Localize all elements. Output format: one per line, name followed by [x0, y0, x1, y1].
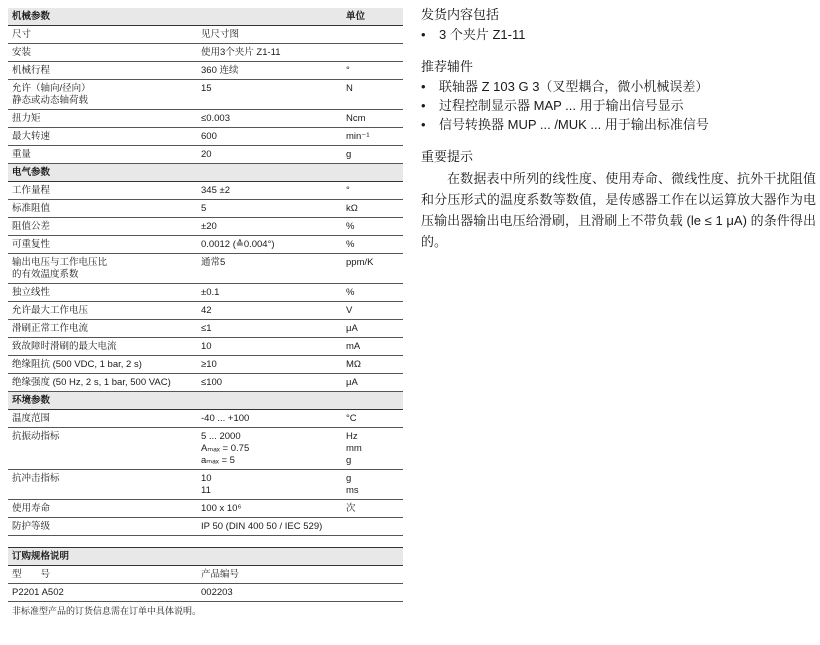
spec-label-line: 安装 [12, 47, 32, 58]
spec-row [8, 470, 403, 500]
spec-unit-line: V [346, 305, 353, 316]
spec-value [201, 431, 346, 467]
spec-label-line: 输出电压与工作电压比 [12, 257, 108, 268]
section-title: 机械参数 [12, 11, 51, 22]
spec-value-line: 见尺寸图 [201, 29, 240, 40]
spec-row [8, 110, 403, 128]
spec-label-line: 的有效温度系数 [12, 269, 79, 280]
spec-value [201, 257, 346, 269]
spec-value-line: Aₘₐₓ = 0.75 [201, 443, 250, 454]
bullet-text: 联轴器 Z 103 G 3（叉型耦合，微小机械误差） [439, 79, 709, 94]
spec-unit-line: min⁻¹ [346, 131, 370, 142]
bullet-item [421, 77, 816, 96]
spec-row [8, 44, 403, 62]
spec-unit-line: μA [346, 323, 358, 334]
spec-unit [346, 185, 403, 197]
spec-unit-line: % [346, 287, 355, 298]
spec-value [201, 359, 346, 371]
spec-value-line: -40 ... +100 [201, 413, 250, 424]
important-title: 重要提示 [421, 149, 474, 164]
spec-unit-line: g [346, 473, 352, 484]
spec-unit [346, 221, 403, 233]
spec-unit [346, 341, 403, 353]
spec-value [201, 413, 346, 425]
spec-row [8, 182, 403, 200]
spec-value-line: 通常5 [201, 257, 226, 268]
delivery-title: 发货内容包括 [421, 7, 500, 22]
order-model: P2201 A502 [12, 587, 64, 598]
spec-value-line: ≤0.003 [201, 113, 230, 124]
spec-value-line: 0.0012 (≙0.004°) [201, 239, 275, 250]
spec-unit [346, 305, 403, 317]
spec-label-line: 阻值公差 [12, 221, 51, 232]
bullet-item [421, 96, 816, 115]
spec-label-line: 致故障时滑刷的最大电流 [12, 341, 117, 352]
order-col-code: 产品编号 [201, 569, 240, 580]
spec-row [8, 320, 403, 338]
spec-label-line: 机械行程 [12, 65, 51, 76]
spec-label-line: 重量 [12, 149, 32, 160]
bullet-item [421, 115, 816, 134]
table-gap [8, 536, 403, 547]
spec-unit-line: mA [346, 341, 361, 352]
spec-unit [346, 359, 403, 371]
spec-label-line: 温度范围 [12, 413, 51, 424]
spec-unit-line: °C [346, 413, 357, 424]
spec-label [8, 149, 201, 161]
spec-value-line: 10 [201, 341, 212, 352]
spec-label [8, 239, 201, 251]
spec-label-line: 标准阻值 [12, 203, 51, 214]
spec-value [201, 83, 346, 95]
spec-row [8, 128, 403, 146]
spec-value [201, 113, 346, 125]
spec-unit [346, 113, 403, 125]
spec-label [8, 413, 201, 425]
spec-value [201, 131, 346, 143]
spec-label-line: 允许最大工作电压 [12, 305, 89, 316]
bullet-dot: • [421, 98, 426, 113]
spec-value-line: 42 [201, 305, 212, 316]
spec-unit [346, 413, 403, 425]
spec-value [201, 47, 346, 59]
section-header [8, 392, 403, 410]
spec-label [8, 29, 201, 41]
spec-unit-line: ms [346, 485, 359, 496]
spec-row [8, 254, 403, 284]
spec-unit-line: mm [346, 443, 362, 454]
spec-label [8, 377, 201, 389]
order-col-model: 型 号 [12, 569, 51, 580]
spec-row [8, 500, 403, 518]
order-row [8, 584, 403, 602]
bullet-text: 过程控制显示器 MAP ... 用于输出信号显示 [439, 98, 684, 113]
spec-unit [346, 287, 403, 299]
spec-value [201, 341, 346, 353]
spec-label [8, 83, 201, 107]
spec-label [8, 341, 201, 353]
spec-unit-line: g [346, 455, 352, 466]
spec-label [8, 359, 201, 371]
spec-unit-line: μA [346, 377, 358, 388]
spec-value [201, 287, 346, 299]
spec-label-line: 使用寿命 [12, 503, 51, 514]
spec-label [8, 503, 201, 515]
bullet-text: 信号转换器 MUP ... /MUK ... 用于输出标准信号 [439, 117, 709, 132]
spec-label-line: 抗冲击指标 [12, 473, 60, 484]
important-text: 在数据表中所列的线性度、使用寿命、微线性度、抗外干扰阻值和分压形式的温度系数等数值，是传感器工作在以运算放大器作为电压输出器输出电压给滑刷，且滑刷上不带负载 (le ≤ 1 μA) 的条件得出的。 [421, 171, 816, 249]
spec-value-line: 5 [201, 203, 207, 214]
spec-value-line: ≥10 [201, 359, 217, 370]
spec-value-line: ±0.1 [201, 287, 220, 298]
spec-label-line: 扭力矩 [12, 113, 41, 124]
order-note: 非标准型产品的订货信息需在订单中具体说明。 [12, 606, 202, 616]
spec-label-line: 最大转速 [12, 131, 51, 142]
spec-label-line: 绝缘强度 (50 Hz, 2 s, 1 bar, 500 VAC) [12, 377, 171, 388]
spec-row [8, 62, 403, 80]
spec-value [201, 305, 346, 317]
spec-row [8, 338, 403, 356]
spec-value-line: 5 ... 2000 [201, 431, 241, 442]
spec-row [8, 284, 403, 302]
spec-label [8, 323, 201, 335]
spec-unit-line: kΩ [346, 203, 358, 214]
spec-value [201, 185, 346, 197]
spec-unit-line: % [346, 239, 355, 250]
spec-value [201, 377, 346, 389]
section-title: 电气参数 [12, 167, 51, 178]
order-columns [8, 566, 403, 584]
spec-row [8, 236, 403, 254]
spec-value-line: aₘₐₓ = 5 [201, 455, 235, 466]
spec-value-line: 使用3个夹片 Z1-11 [201, 47, 281, 58]
spec-label-line: 可重复性 [12, 239, 51, 250]
spec-unit [346, 431, 403, 467]
spec-row [8, 518, 403, 536]
bullet-item [421, 25, 816, 44]
spec-unit-line: % [346, 221, 355, 232]
order-title-row [8, 547, 403, 566]
spec-unit-line: 次 [346, 503, 356, 514]
spec-unit [346, 377, 403, 389]
spec-value-line: 360 连续 [201, 65, 239, 76]
spec-label-line: 绝缘阻抗 (500 VDC, 1 bar, 2 s) [12, 359, 142, 370]
spec-label-line: 滑刷正常工作电流 [12, 323, 89, 334]
spec-unit [346, 149, 403, 161]
spec-value-line: 10 [201, 473, 212, 484]
spec-unit-line: g [346, 149, 352, 160]
spec-label-line: 防护等级 [12, 521, 51, 532]
spec-value-line: 15 [201, 83, 212, 94]
spec-value-line: 20 [201, 149, 212, 160]
spec-unit [346, 131, 403, 143]
spec-value [201, 239, 346, 251]
spec-label [8, 131, 201, 143]
right-column [421, 6, 816, 252]
spec-label [8, 65, 201, 77]
spec-label-line: 静态或动态轴荷载 [12, 95, 89, 106]
spec-row [8, 356, 403, 374]
spec-row [8, 146, 403, 164]
spec-value [201, 473, 346, 497]
spec-value [201, 323, 346, 335]
spec-unit-line: ppm/K [346, 257, 374, 268]
spec-label [8, 257, 201, 281]
spec-row [8, 428, 403, 470]
spec-label [8, 287, 201, 299]
spec-row [8, 374, 403, 392]
spec-label [8, 47, 201, 59]
spec-label [8, 203, 201, 215]
spec-label [8, 305, 201, 317]
spec-value [201, 149, 346, 161]
spec-row [8, 218, 403, 236]
spec-value-line: 11 [201, 485, 211, 496]
section-header [8, 164, 403, 182]
spec-unit-line: Hz [346, 431, 358, 442]
spec-label [8, 431, 201, 443]
section-title: 环境参数 [12, 395, 51, 406]
spec-unit-line: N [346, 83, 353, 94]
spec-value-line: IP 50 (DIN 400 50 / IEC 529) [201, 521, 323, 532]
spec-row [8, 80, 403, 110]
spec-value-line: ≤1 [201, 323, 212, 334]
spec-label [8, 113, 201, 125]
spec-label [8, 185, 201, 197]
spec-label-line: 独立线性 [12, 287, 51, 298]
spec-value [201, 65, 346, 77]
spec-unit [346, 323, 403, 335]
spec-value-line: 345 ±2 [201, 185, 230, 196]
spec-unit-line: MΩ [346, 359, 362, 370]
delivery-list [421, 25, 816, 44]
spec-row [8, 200, 403, 218]
spec-value-line: ≤100 [201, 377, 223, 388]
spec-label-line: 允许（轴向/径向） [12, 83, 91, 94]
spec-unit [346, 65, 403, 77]
spec-unit [346, 503, 403, 515]
unit-header: 单位 [346, 11, 366, 22]
spec-table [8, 8, 403, 617]
spec-value [201, 221, 346, 233]
accessories-title: 推荐辅件 [421, 59, 474, 74]
spec-value-line: 600 [201, 131, 217, 142]
spec-unit [346, 83, 403, 95]
spec-unit [346, 257, 403, 269]
spec-value-line: ±20 [201, 221, 217, 232]
order-title: 订购规格说明 [12, 551, 70, 562]
spec-label-line: 尺寸 [12, 29, 32, 40]
spec-unit [346, 473, 403, 497]
spec-unit [346, 203, 403, 215]
spec-value [201, 203, 346, 215]
spec-unit [346, 239, 403, 251]
section-header [8, 8, 403, 26]
spec-row [8, 302, 403, 320]
spec-label [8, 221, 201, 233]
spec-label [8, 521, 201, 533]
spec-value [201, 521, 346, 533]
spec-label-line: 抗振动指标 [12, 431, 60, 442]
spec-value [201, 503, 346, 515]
spec-label-line: 工作量程 [12, 185, 51, 196]
spec-row [8, 410, 403, 428]
spec-value [201, 29, 346, 41]
spec-value-line: 100 x 10⁶ [201, 503, 242, 514]
spec-label [8, 473, 201, 485]
spec-unit-line: ° [346, 65, 350, 76]
bullet-dot: • [421, 79, 426, 94]
bullet-text: 3 个夹片 Z1-11 [439, 27, 526, 42]
spec-unit-line: ° [346, 185, 350, 196]
spec-unit-line: Ncm [346, 113, 366, 124]
spec-row [8, 26, 403, 44]
accessories-list [421, 77, 816, 134]
order-code: 002203 [201, 587, 233, 598]
bullet-dot: • [421, 27, 426, 42]
bullet-dot: • [421, 117, 426, 132]
